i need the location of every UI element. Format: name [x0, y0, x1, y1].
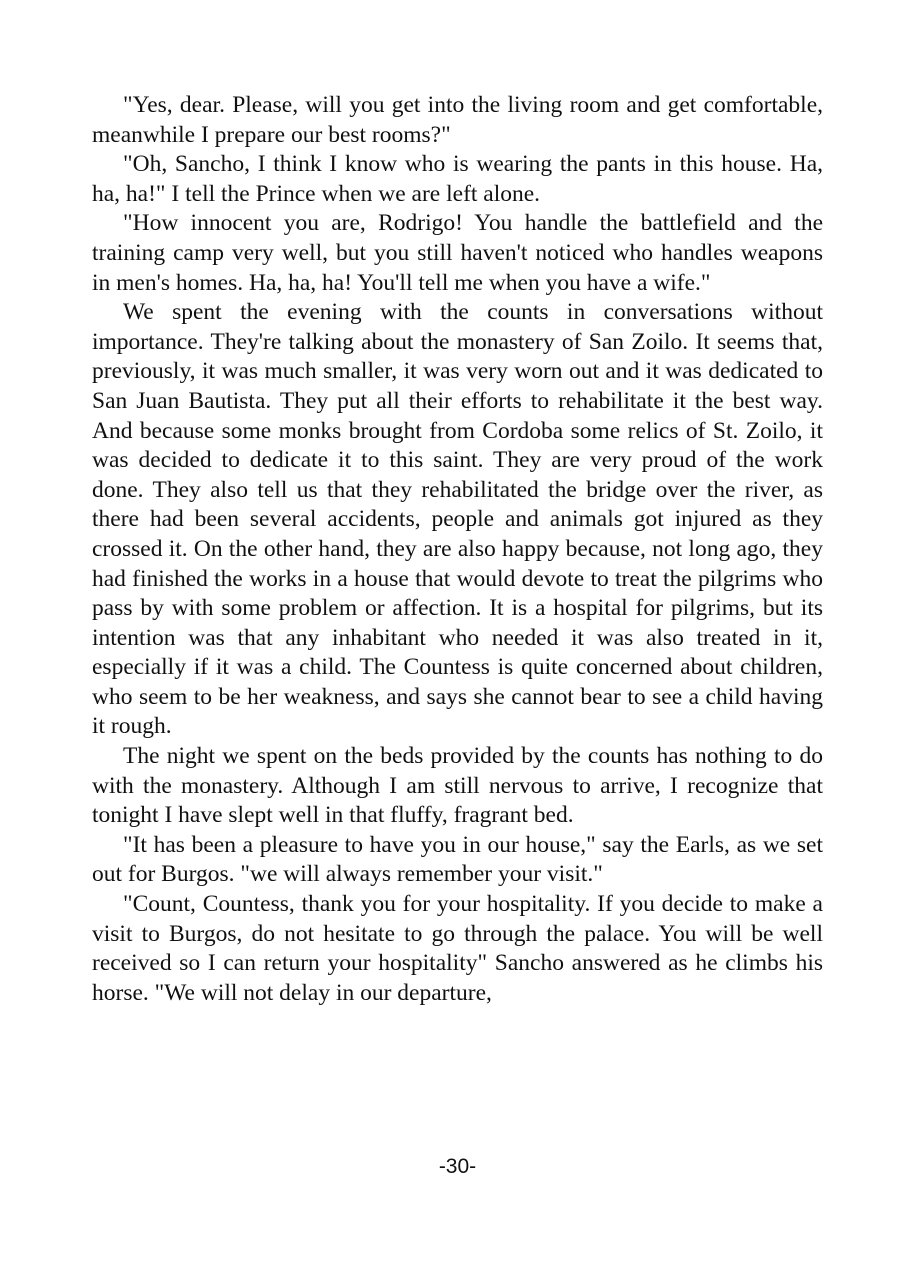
paragraph: We spent the evening with the counts in conversations without importance. They're talking about the monastery of San Zoilo. It seems that, previously, it was much smaller, it was very worn out and it was dedicated to San Juan Bautista. They put all their efforts to rehabilitate it the best way. And because some monks brought from Cordoba some relics of St. Zoilo, it was decided to dedicate it to this saint. They are very proud of the work done. They also tell us that they rehabilitated the bridge over the river, as there had been several accidents, people and animals got injured as they crossed it. On the other hand, they are also happy because, not long ago, they had finished the works in a house that would devote to treat the pilgrims who pass by with some problem or affection. It is a hospital for pilgrims, but its intention was that any inhabitant who needed it was also treated in it, especially if it was a child. The Countess is quite concerned about children, who seem to be her weakness, and says she cannot bear to see a child having it rough.: [92, 299, 823, 740]
paragraph: "Oh, Sancho, I think I know who is wearing the pants in this house. Ha, ha, ha!" I tell the Prince when we are left alone.: [92, 151, 823, 207]
page-number: -30-: [438, 1155, 477, 1178]
paragraph: "How innocent you are, Rodrigo! You handle the battlefield and the training camp very well, but you still haven't noticed who handles weapons in men's homes. Ha, ha, ha! You'll tell me when you have a wife.": [92, 210, 823, 296]
paragraph: "Count, Countess, thank you for your hospitality. If you decide to make a visit to Burgos, do not hesitate to go through the palace. You will be well received so I can return your hospitality" Sancho answered as he climbs his horse. "We will not delay in our departure,: [92, 891, 823, 1006]
paragraph: "It has been a pleasure to have you in our house," say the Earls, as we set out for Burgos. "we will always remember your visit.": [92, 831, 823, 888]
body-text: [92, 91, 823, 1008]
paragraph: "Yes, dear. Please, will you get into the living room and get comfortable, meanwhile I prepare our best rooms?": [92, 92, 823, 148]
paragraph: The night we spent on the beds provided by the counts has nothing to do with the monastery. Although I am still nervous to arrive, I recognize that tonight I have slept well in that fluffy, fragrant bed.: [92, 743, 823, 829]
